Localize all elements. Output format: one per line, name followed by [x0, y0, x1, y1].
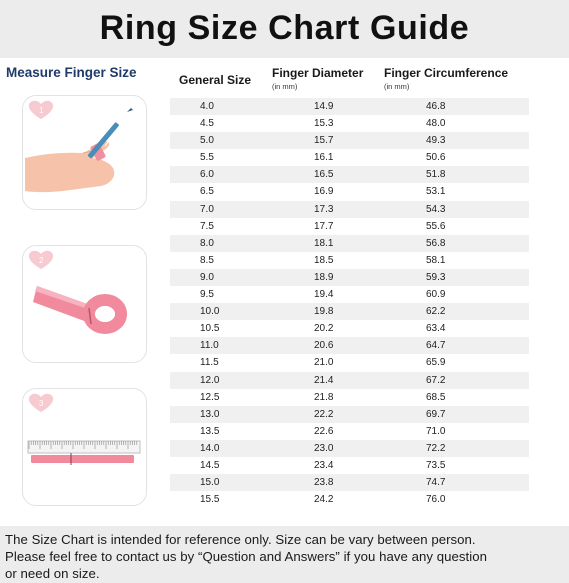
header-general-size — [179, 73, 251, 87]
cell-size: 14.5 — [200, 459, 220, 471]
cell-circumference: 49.3 — [426, 135, 446, 147]
table-row — [170, 337, 529, 354]
cell-diameter: 14.9 — [314, 101, 334, 112]
disclaimer-line-1: The Size Chart is intended for reference only. Size can be vary between person. — [5, 532, 476, 547]
cell-size: 9.5 — [200, 289, 214, 301]
cell-diameter: 22.6 — [314, 425, 334, 437]
table-row — [170, 457, 529, 474]
step-card-2 — [22, 245, 147, 363]
title-banner — [0, 0, 569, 58]
right-margin — [529, 58, 569, 526]
disclaimer-footer — [0, 526, 569, 583]
table-row — [170, 98, 529, 115]
cell-circumference: 64.7 — [426, 340, 446, 352]
cell-size: 11.5 — [200, 357, 219, 369]
cell-size: 15.5 — [200, 494, 220, 506]
cell-diameter: 16.5 — [314, 169, 334, 181]
cell-diameter: 18.9 — [314, 271, 334, 283]
cell-size: 10.0 — [200, 306, 220, 318]
cell-diameter: 18.1 — [314, 237, 334, 249]
table-row — [170, 372, 529, 389]
cell-diameter: 21.4 — [314, 374, 334, 386]
cell-diameter: 22.2 — [314, 408, 334, 420]
cell-size: 8.5 — [200, 254, 214, 266]
table-row — [170, 491, 529, 508]
table-row — [170, 389, 529, 406]
table-row — [170, 440, 529, 457]
cell-circumference: 55.6 — [426, 220, 446, 232]
step-card-1 — [22, 95, 147, 210]
cell-size: 11.0 — [200, 340, 219, 352]
cell-circumference: 51.8 — [426, 169, 446, 181]
header-finger-diameter — [272, 66, 363, 91]
cell-diameter: 19.8 — [314, 306, 334, 318]
header-finger-circumference — [384, 66, 508, 91]
table-header — [170, 58, 529, 94]
cell-diameter: 23.4 — [314, 459, 334, 471]
cell-diameter: 21.0 — [314, 357, 334, 369]
table-row — [170, 115, 529, 132]
paper-strip-around-finger-icon — [23, 246, 147, 363]
cell-diameter: 24.2 — [314, 494, 334, 506]
table-row — [170, 406, 529, 423]
cell-size: 7.5 — [200, 220, 214, 232]
table-row — [170, 149, 529, 166]
table-row — [170, 235, 529, 252]
cell-circumference: 76.0 — [426, 494, 446, 506]
cell-circumference: 74.7 — [426, 477, 446, 489]
cell-size: 13.5 — [200, 425, 220, 437]
cell-diameter: 16.9 — [314, 186, 334, 198]
cell-circumference: 58.1 — [426, 254, 446, 266]
cell-size: 4.5 — [200, 118, 214, 130]
cell-size: 4.0 — [200, 101, 214, 112]
cell-circumference: 53.1 — [426, 186, 446, 198]
disclaimer-line-2: Please feel free to contact us by “Question and Answers” if you have any question — [5, 549, 488, 564]
cell-diameter: 18.5 — [314, 254, 334, 266]
step-card-3 — [22, 388, 147, 506]
cell-diameter: 20.2 — [314, 323, 334, 335]
cell-circumference: 60.9 — [426, 289, 446, 301]
table-row — [170, 320, 529, 337]
cell-diameter: 15.7 — [314, 135, 334, 147]
cell-diameter: 17.3 — [314, 203, 334, 215]
content-panel — [0, 58, 569, 526]
table-row — [170, 354, 529, 371]
step-number: 3 — [39, 399, 44, 408]
cell-size: 6.0 — [200, 169, 214, 181]
cell-circumference: 63.4 — [426, 323, 446, 335]
table-row — [170, 303, 529, 320]
cell-diameter: 19.4 — [314, 289, 334, 301]
cell-circumference: 68.5 — [426, 391, 446, 403]
cell-size: 14.0 — [200, 442, 220, 454]
cell-size: 9.0 — [200, 271, 214, 283]
table-row — [170, 252, 529, 269]
header-unit: (in mm) — [384, 82, 410, 91]
cell-diameter: 20.6 — [314, 340, 334, 352]
table-row — [170, 166, 529, 183]
cell-diameter: 15.3 — [314, 118, 334, 130]
cell-circumference: 46.8 — [426, 101, 446, 112]
table-row — [170, 183, 529, 200]
table-row — [170, 286, 529, 303]
cell-diameter: 17.7 — [314, 220, 334, 232]
step-number: 1 — [39, 106, 44, 115]
cell-size: 12.5 — [200, 391, 220, 403]
table-row — [170, 269, 529, 286]
cell-diameter: 23.8 — [314, 477, 334, 489]
cell-circumference: 69.7 — [426, 408, 446, 420]
table-row — [170, 218, 529, 235]
cell-circumference: 56.8 — [426, 237, 446, 249]
cell-diameter: 23.0 — [314, 442, 334, 454]
table-row — [170, 201, 529, 218]
cell-diameter: 21.8 — [314, 391, 334, 403]
cell-circumference: 67.2 — [426, 374, 446, 386]
table-row — [170, 423, 529, 440]
cell-size: 13.0 — [200, 408, 220, 420]
ring-size-table — [170, 58, 529, 526]
hand-measuring-finger-icon — [23, 96, 147, 210]
ruler-strip-icon — [23, 389, 147, 506]
header-label: General Size — [179, 73, 252, 87]
table-row — [170, 132, 529, 149]
cell-circumference: 73.5 — [426, 459, 446, 471]
table-row — [170, 474, 529, 491]
header-label: Finger Diameter — [272, 66, 364, 80]
header-unit: (in mm) — [272, 82, 298, 91]
disclaimer-line-3: or need on size. — [5, 566, 100, 581]
cell-circumference: 62.2 — [426, 306, 446, 318]
measure-sidebar — [0, 58, 168, 526]
cell-size: 6.5 — [200, 186, 214, 198]
cell-circumference: 54.3 — [426, 203, 446, 215]
cell-size: 15.0 — [200, 477, 220, 489]
cell-circumference: 50.6 — [426, 152, 446, 164]
header-label: Finger Circumference — [384, 66, 509, 80]
cell-diameter: 16.1 — [314, 152, 334, 164]
page-title: Ring Size Chart Guide — [99, 9, 470, 47]
cell-circumference: 59.3 — [426, 271, 446, 283]
cell-circumference: 72.2 — [426, 442, 446, 454]
cell-size: 5.5 — [200, 152, 214, 164]
cell-size: 8.0 — [200, 237, 214, 249]
cell-size: 7.0 — [200, 203, 214, 215]
cell-circumference: 71.0 — [426, 425, 446, 437]
step-number: 2 — [39, 256, 44, 265]
cell-size: 10.5 — [200, 323, 220, 335]
cell-circumference: 48.0 — [426, 118, 446, 130]
table-body — [170, 98, 529, 508]
cell-size: 5.0 — [200, 135, 214, 147]
sidebar-title: Measure Finger Size — [6, 65, 137, 80]
cell-circumference: 65.9 — [426, 357, 446, 369]
cell-size: 12.0 — [200, 374, 220, 386]
